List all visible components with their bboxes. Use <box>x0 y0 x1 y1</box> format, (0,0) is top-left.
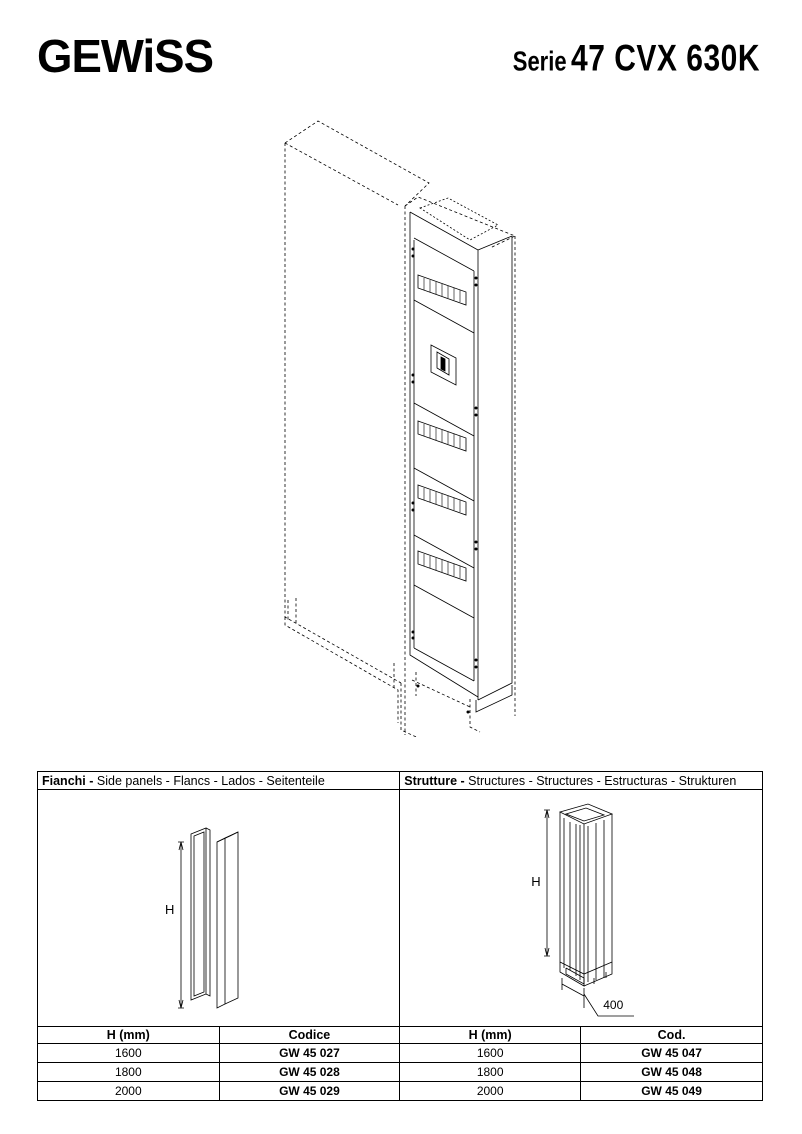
right-h-value: 2000 <box>400 1082 581 1101</box>
adjacent-cabinet-outline <box>285 121 515 737</box>
svg-text:GEWiSS: GEWiSS <box>37 36 213 76</box>
left-h-value: 1600 <box>38 1044 220 1063</box>
right-code-value: GW 45 048 <box>581 1063 763 1082</box>
fixing-screws <box>412 248 478 714</box>
serie-name: 47 CVX 630K <box>571 38 760 80</box>
serie-prefix: Serie <box>512 45 567 77</box>
column-header-row <box>38 1027 763 1044</box>
right-col-h-header: H (mm) <box>400 1027 581 1044</box>
structures-image-cell <box>400 790 763 1027</box>
left-h-value: 2000 <box>38 1082 220 1101</box>
side-panels-drawing <box>168 818 248 1014</box>
image-row <box>38 790 763 1027</box>
spec-table <box>37 771 763 1101</box>
table-row <box>38 1063 763 1082</box>
side-panels-title-bold: Fianchi - <box>42 773 94 788</box>
side-panels-h-label: H <box>165 902 175 917</box>
structures-title-bold: Strutture - <box>404 773 465 788</box>
table-header-row <box>38 772 763 790</box>
left-h-value: 1800 <box>38 1063 220 1082</box>
left-col-code-header: Codice <box>219 1027 400 1044</box>
left-code-value: GW 45 029 <box>219 1082 400 1101</box>
left-col-h-header: H (mm) <box>38 1027 220 1044</box>
table-row <box>38 1044 763 1063</box>
gewiss-logo <box>37 36 213 76</box>
structures-title <box>400 772 763 790</box>
structures-title-rest: Structures - Structures - Estructuras - Strukturen <box>464 773 737 788</box>
left-code-value: GW 45 028 <box>219 1063 400 1082</box>
right-h-value: 1800 <box>400 1063 581 1082</box>
structures-h-label: H <box>531 874 541 889</box>
right-code-value: GW 45 047 <box>581 1044 763 1063</box>
series-title <box>513 38 760 81</box>
side-panels-title-rest: Side panels - Flancs - Lados - Seitenteile <box>93 773 325 788</box>
side-panels-title <box>38 772 400 790</box>
structures-drawing <box>540 798 640 1024</box>
main-switch <box>431 345 456 385</box>
right-h-value: 1600 <box>400 1044 581 1063</box>
table-row <box>38 1082 763 1101</box>
cabinet-illustration <box>270 112 530 737</box>
right-col-code-header: Cod. <box>581 1027 763 1044</box>
left-code-value: GW 45 027 <box>219 1044 400 1063</box>
structures-depth-label: 400 <box>603 998 624 1012</box>
right-code-value: GW 45 049 <box>581 1082 763 1101</box>
side-panels-image-cell <box>38 790 400 1027</box>
